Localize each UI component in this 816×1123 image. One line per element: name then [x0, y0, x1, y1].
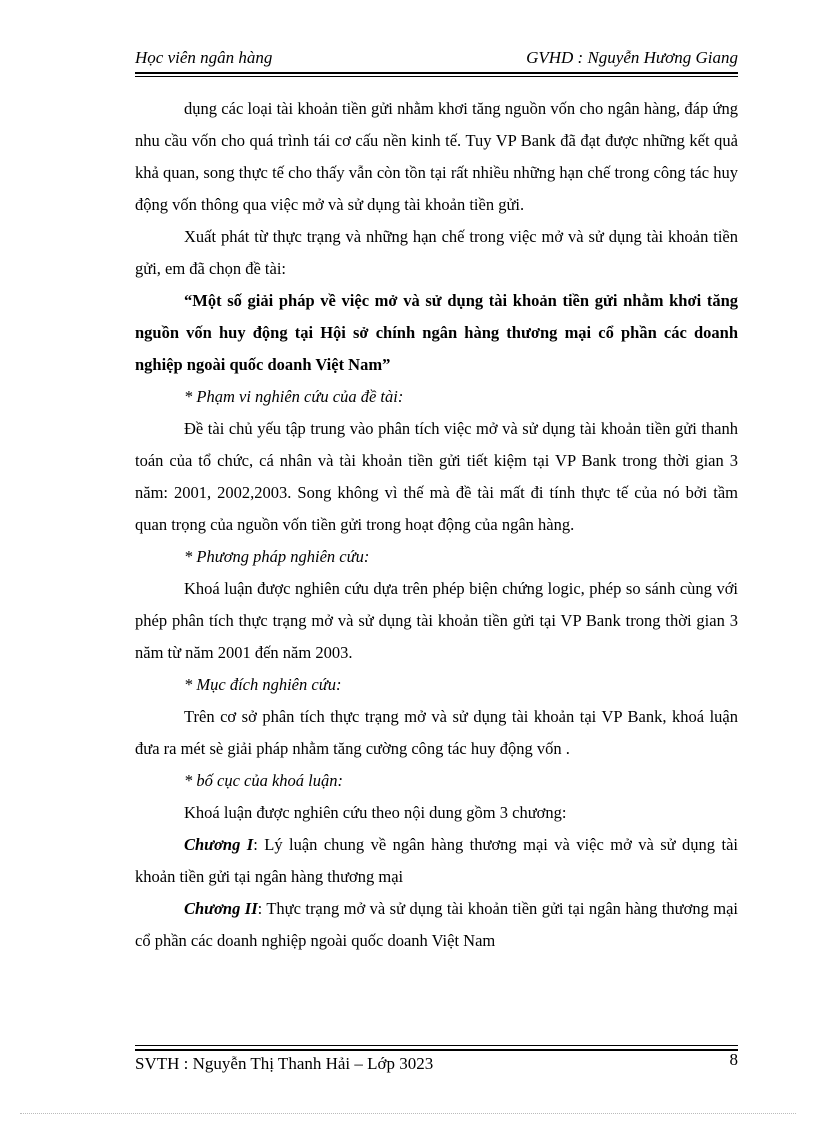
scope-paragraph: Đề tài chủ yếu tập trung vào phân tích việc mở và sử dụng tài khoản tiền gửi thanh toán của tổ chức, cá nhân và tài khoản tiền gửi tiết kiệm tại VP Bank trong thời gian 3 năm: 2001, 2002,2003. Song không vì thế mà đề tài mất đi tính thực tế của nó bởi tầm quan trọng của nguồn vốn tiền gửi trong hoạt động của ngân hàng. [135, 419, 738, 534]
page-number: 8 [729, 1050, 738, 1069]
chapter-2-text: : Thực trạng mở và sử dụng tài khoản tiền gửi tại ngân hàng thương mại cổ phần các doanh nghiệp ngoài quốc doanh Việt Nam [135, 899, 738, 950]
document-body [135, 93, 738, 957]
purpose-paragraph: Trên cơ sở phân tích thực trạng mở và sử dụng tài khoản tại VP Bank, khoá luận đưa ra mét sè giải pháp nhằm tăng cường công tác huy động vốn . [135, 707, 738, 758]
intro-paragraph: dụng các loại tài khoản tiền gửi nhằm khơi tăng nguồn vốn cho ngân hàng, đáp ứng nhu cầu vốn cho quá trình tái cơ cấu nền kinh tế. Tuy VP Bank đã đạt được những kết quả khả quan, song thực tế cho thấy vẫn còn tồn tại rất nhiều những hạn chế trong công tác huy động vốn thông qua việc mở và sử dụng tài khoản tiền gửi. [135, 99, 738, 214]
method-paragraph: Khoá luận được nghiên cứu dựa trên phép biện chứng logic, phép so sánh cùng với phép phân tích thực trạng mở và sử dụng tài khoản tiền gửi tại VP Bank trong thời gian 3 năm từ năm 2001 đến năm 2003. [135, 579, 738, 662]
header-rule-thin [135, 76, 738, 77]
chapter-1-text: : Lý luận chung về ngân hàng thương mại và việc mở và sử dụng tài khoản tiền gửi tại ngân hàng thương mại [135, 835, 738, 886]
chapter-2 [135, 893, 738, 957]
layout-paragraph: Khoá luận được nghiên cứu theo nội dung gồm 3 chương: [184, 803, 567, 822]
page-header [135, 48, 738, 72]
layout-heading: * bố cục của khoá luận: [184, 771, 343, 790]
method-heading: * Phương pháp nghiên cứu: [184, 547, 370, 566]
header-institution: Học viên ngân hàng [135, 48, 273, 67]
chapter-1-label: Chương I [184, 835, 254, 854]
thesis-title: “Một số giải pháp về việc mở và sử dụng tài khoản tiền gửi nhằm khơi tăng nguồn vốn huy động tại Hội sở chính ngân hàng thương mại cổ phần các doanh nghiệp ngoài quốc doanh Việt Nam” [135, 291, 738, 374]
header-supervisor: GVHD : Nguyễn Hương Giang [526, 48, 738, 67]
page-edge-divider [20, 1113, 796, 1114]
topic-intro-paragraph: Xuất phát từ thực trạng và những hạn chế trong việc mở và sử dụng tài khoản tiền gửi, em đã chọn đề tài: [135, 227, 738, 278]
chapter-2-label: Chương II [184, 899, 258, 918]
purpose-heading: * Mục đích nghiên cứu: [184, 675, 342, 694]
header-rule [135, 72, 738, 74]
chapter-1 [135, 829, 738, 893]
footer-rule [135, 1049, 738, 1051]
footer-student: SVTH : Nguyễn Thị Thanh Hải – Lớp 3023 [135, 1054, 434, 1073]
footer-rule-thin [135, 1045, 738, 1046]
scope-heading: * Phạm vi nghiên cứu của đề tài: [184, 387, 404, 406]
